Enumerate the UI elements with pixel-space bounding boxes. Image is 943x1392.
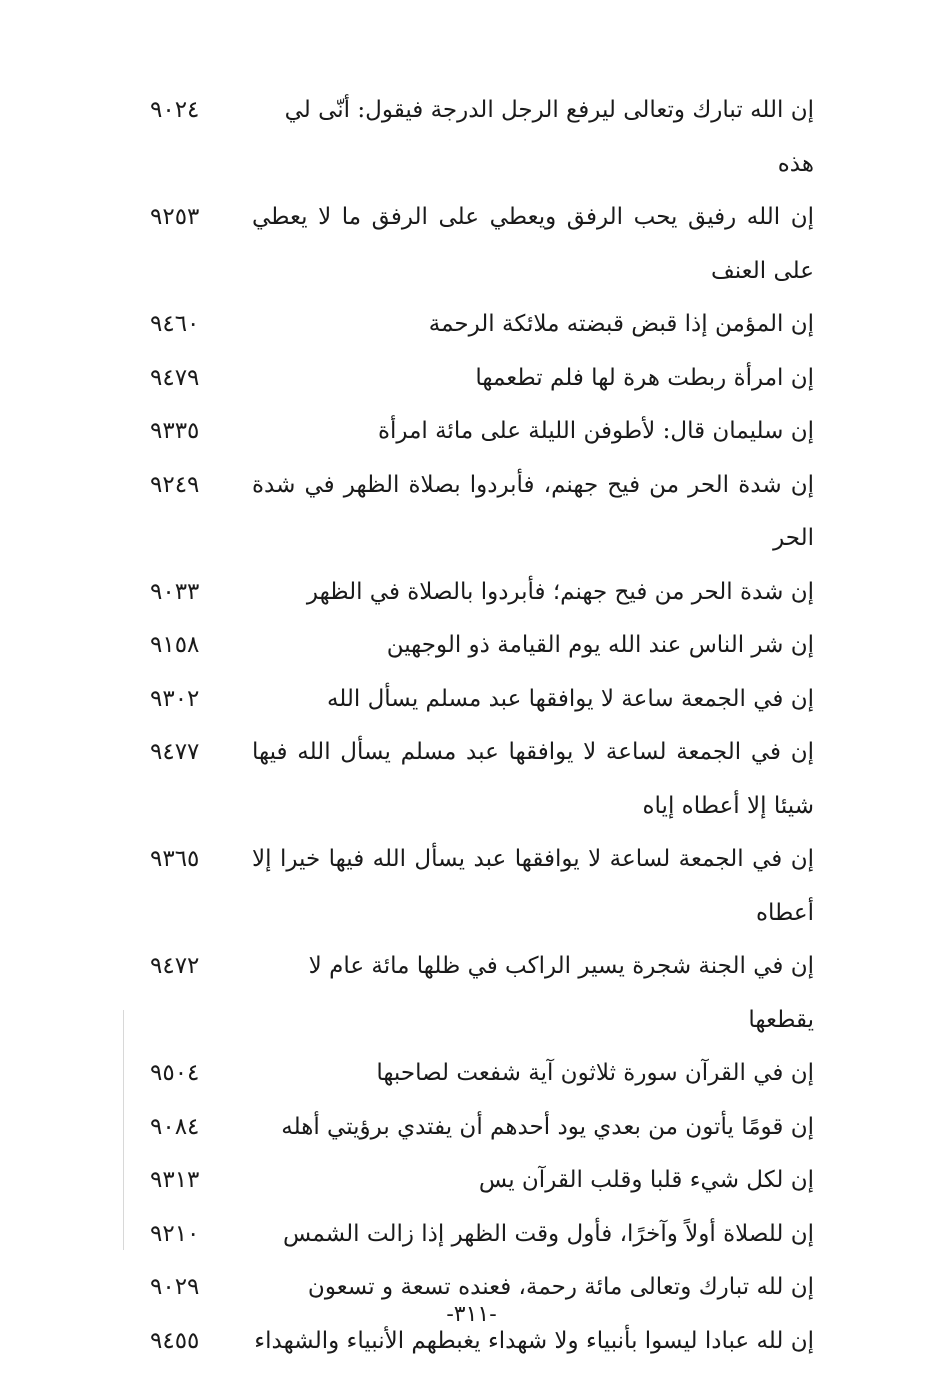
entry-number: ٩٤٧٢ [150, 953, 200, 979]
entry-number: ٩٢١٠ [150, 1220, 200, 1247]
entry-text: إن لله عبادا ليسوا بأنبياء ولا شهداء يغبطهم الأنبياء والشهداء [254, 1327, 814, 1354]
entry-text: إن شر الناس عند الله يوم القيامة ذو الوجهين [386, 632, 814, 658]
margin-scan-line [123, 1010, 124, 1250]
entry-text: إن في الجمعة لساعة لا يوافقها عبد مسلم يسأل الله فيها شيئا إلا أعطاه إياه [252, 739, 814, 819]
entry-number: ٩٤٥٥ [150, 1327, 200, 1354]
index-entry [140, 352, 820, 406]
index-entry [140, 405, 820, 459]
index-entry [140, 459, 820, 566]
index-entry [140, 1208, 820, 1262]
entry-text: إن قومًا يأتون من بعدي يود أحدهم أن يفتدي برؤيتي أهله [281, 1113, 814, 1140]
index-entry [140, 619, 820, 673]
entry-number: ٩٠٢٤ [150, 97, 200, 123]
entry-number: ٩٤٧٩ [150, 364, 200, 391]
entry-number: ٩٠٢٩ [150, 1274, 200, 1300]
entry-text: إن في الجنة شجرة يسير الراكب في ظلها مائة عام لا يقطعها [308, 953, 814, 1033]
entry-text: إن سليمان قال: لأطوفن الليلة على مائة امرأة [377, 418, 814, 444]
entry-number: ٩٣٦٥ [150, 846, 200, 872]
entry-text: إن لله تبارك وتعالى مائة رحمة، فعنده تسعة و تسعون [307, 1274, 814, 1300]
entry-number: ٩٤٦٠ [150, 311, 200, 337]
entry-number: ٩٠٣٣ [150, 578, 200, 605]
index-entry [140, 1101, 820, 1155]
page-number: -٣١١- [446, 1302, 497, 1327]
entry-text: إن امرأة ربطت هرة لها فلم تطعمها [475, 364, 814, 391]
hadith-index-list [140, 84, 820, 1368]
index-entry [140, 940, 820, 1047]
entry-text: إن شدة الحر من فيح جهنم؛ فأبردوا بالصلاة في الظهر [306, 578, 814, 605]
entry-number: ٩٠٨٤ [150, 1113, 200, 1140]
index-entry [140, 84, 820, 191]
entry-number: ٩٢٥٣ [150, 204, 200, 230]
entry-number: ٩٣٣٥ [150, 418, 200, 444]
entry-number: ٩٤٧٧ [150, 739, 200, 765]
index-entry [140, 298, 820, 352]
index-entry [140, 833, 820, 940]
entry-number: ٩٣١٣ [150, 1167, 200, 1193]
entry-text: إن الله رفيق يحب الرفق ويعطي على الرفق ما لا يعطي على العنف [252, 204, 814, 284]
entry-text: إن في الجمعة لساعة لا يوافقها عبد يسأل الله فيها خيرا إلا أعطاه [252, 846, 814, 926]
index-entry [140, 726, 820, 833]
entry-text: إن لكل شيء قلبا وقلب القرآن يس [478, 1167, 814, 1193]
entry-number: ٩٥٠٤ [150, 1060, 200, 1086]
entry-text: إن في الجمعة ساعة لا يوافقها عبد مسلم يسأل الله [326, 685, 814, 712]
entry-text: إن المؤمن إذا قبض قبضته ملائكة الرحمة [428, 311, 814, 337]
index-entry [140, 191, 820, 298]
index-entry [140, 1047, 820, 1101]
entry-text: إن شدة الحر من فيح جهنم، فأبردوا بصلاة الظهر في شدة الحر [252, 471, 814, 551]
entry-text: إن في القرآن سورة ثلاثون آية شفعت لصاحبها [376, 1060, 814, 1086]
entry-number: ٩٣٠٢ [150, 685, 200, 712]
index-entry [140, 1154, 820, 1208]
index-entry [140, 566, 820, 620]
entry-text: إن للصلاة أولاً وآخرًا، فأول وقت الظهر إذا زالت الشمس [283, 1220, 814, 1247]
index-entry [140, 673, 820, 727]
entry-number: ٩١٥٨ [150, 632, 200, 658]
entry-text: إن الله تبارك وتعالى ليرفع الرجل الدرجة فيقول: أنّى لي هذه [284, 97, 814, 177]
entry-number: ٩٢٤٩ [150, 471, 200, 498]
